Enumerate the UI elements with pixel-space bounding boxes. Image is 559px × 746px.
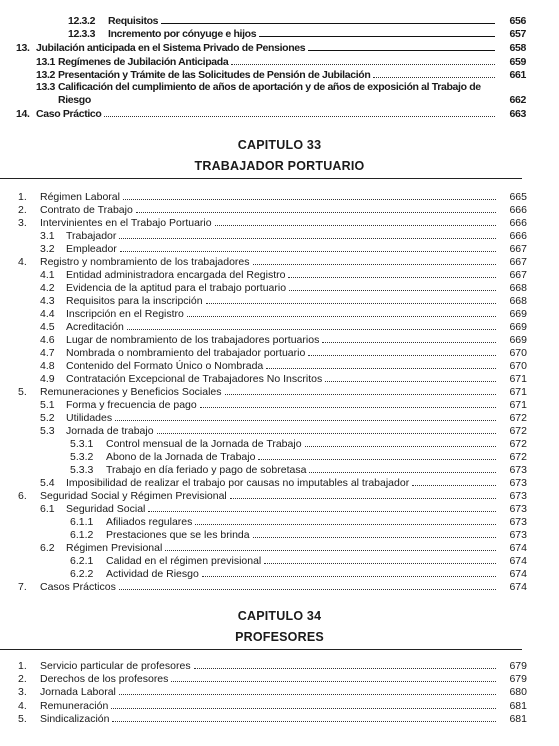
- dot-leader: [119, 229, 496, 239]
- toc-entry-title: Remuneración: [40, 699, 109, 712]
- dot-leader: [308, 41, 495, 51]
- toc-entry-page: 669: [509, 334, 527, 346]
- toc-entry-number: 6.2.1: [70, 555, 94, 567]
- toc-entry-page: 666: [509, 204, 527, 216]
- toc-entry-title: Imposibilidad de realizar el trabajo por causas no imputables al trabajador: [66, 477, 410, 489]
- toc-entry-page: 671: [509, 399, 527, 411]
- toc-entry: [70, 528, 527, 542]
- dot-leader: [194, 659, 496, 669]
- dot-leader: [157, 424, 496, 434]
- toc-entry-number: 5.: [18, 386, 27, 398]
- toc-entry-number: 13.3: [36, 81, 56, 93]
- toc-entry-page: 665: [509, 191, 527, 203]
- toc-entry-page: 671: [509, 373, 527, 385]
- toc-entry-number: 6.2: [40, 542, 55, 554]
- toc-entry-number: 2.: [18, 204, 27, 216]
- toc-entry-title: Prestaciones que se les brinda: [106, 529, 250, 541]
- dot-leader: [119, 580, 496, 590]
- toc-entry-page: 661: [509, 69, 526, 81]
- toc-entry-title: Remuneraciones y Beneficios Sociales: [40, 386, 222, 398]
- toc-entry-number: 6.2.2: [70, 568, 94, 580]
- toc-entry: [18, 712, 527, 726]
- dot-leader: [120, 242, 496, 252]
- toc-entry-number: 5.2: [40, 412, 55, 424]
- dot-leader: [127, 320, 496, 330]
- toc-entry-number: 4.: [18, 699, 27, 712]
- toc-entry: [40, 281, 527, 295]
- dot-leader: [136, 203, 496, 213]
- toc-entry-title: Contrato de Trabajo: [40, 204, 133, 216]
- dot-leader: [111, 699, 496, 709]
- dot-leader: [115, 411, 496, 421]
- toc-entry: [18, 190, 527, 204]
- toc-entry-page: 673: [509, 516, 527, 528]
- toc-entry-page: 658: [509, 42, 526, 54]
- toc-entry-title: Lugar de nombramiento de los trabajadores portuarios: [66, 334, 320, 346]
- chapter-label: CAPITULO 34: [237, 609, 322, 623]
- dot-leader: [289, 281, 496, 291]
- toc-entry: [40, 346, 527, 360]
- toc-entry-number: 1.: [18, 191, 27, 203]
- toc-entry-number: 13.2: [36, 69, 56, 81]
- toc-entry-number: 3.2: [40, 243, 55, 255]
- toc-entry-number: 4.9: [40, 373, 55, 385]
- toc-entry-page: 668: [509, 282, 527, 294]
- dot-leader: [119, 685, 496, 695]
- dot-leader: [288, 268, 496, 278]
- toc-entry: [40, 320, 527, 334]
- toc-entry-title: Incremento por cónyuge e hijos: [108, 28, 257, 40]
- toc-entry: [40, 372, 527, 386]
- dot-leader: [165, 541, 496, 551]
- toc-entry-title: Utilidades: [66, 412, 113, 424]
- toc-entry-page: 669: [509, 321, 527, 333]
- toc-entry-page: 674: [509, 555, 527, 567]
- toc-entry-page: 679: [509, 673, 527, 686]
- toc-entry: [40, 242, 527, 256]
- toc-entry-number: 14.: [16, 108, 30, 120]
- toc-entry-continuation: [58, 94, 526, 107]
- toc-entry-number: 5.3.2: [70, 451, 94, 463]
- toc-entry-page: 681: [509, 699, 527, 712]
- toc-entry-page: 656: [509, 15, 526, 27]
- toc-entry-title: Registro y nombramiento de los trabajadores: [40, 256, 250, 268]
- toc-entry-title: Seguridad Social: [66, 503, 146, 515]
- toc-entry-page: 674: [509, 542, 527, 554]
- toc-entry-page: 666: [509, 217, 527, 229]
- toc-entry-number: 3.: [18, 686, 27, 699]
- toc-entry-title: Inscripción en el Registro: [66, 308, 184, 320]
- toc-entry: [70, 567, 527, 581]
- toc-entry-title: Actividad de Riesgo: [106, 568, 199, 580]
- toc-entry-number: 2.: [18, 673, 27, 686]
- toc-entry-title: Contenido del Formato Único o Nombrada: [66, 360, 264, 372]
- dot-leader: [253, 528, 496, 538]
- toc-entry-page: 673: [509, 477, 527, 489]
- toc-entry: [18, 672, 527, 686]
- toc-entry-number: 4.4: [40, 308, 55, 320]
- toc-entry-title: Control mensual de la Jornada de Trabajo: [106, 438, 302, 450]
- toc-entry-number: 5.1: [40, 399, 55, 411]
- toc-entry: [40, 294, 527, 308]
- toc-entry-title: Afiliados regulares: [106, 516, 193, 528]
- toc-entry-page: 673: [509, 464, 527, 476]
- toc-entry-number: 5.3.3: [70, 464, 94, 476]
- toc-entry-number: 6.1: [40, 503, 55, 515]
- dot-leader: [215, 216, 496, 226]
- toc-entry-page: 662: [509, 94, 526, 106]
- toc-entry: [36, 68, 526, 82]
- toc-entry-title: Riesgo: [58, 94, 91, 106]
- toc-entry-page: 659: [509, 56, 526, 68]
- toc-entry-title: Casos Prácticos: [40, 581, 116, 593]
- dot-leader: [171, 672, 496, 682]
- toc-entry-number: 13.1: [36, 56, 56, 68]
- toc-entry-title: Intervinientes en el Trabajo Portuario: [40, 217, 212, 229]
- toc-entry: [18, 699, 527, 713]
- toc-entry: [18, 489, 527, 503]
- toc-entry-title: Régimen Laboral: [40, 191, 120, 203]
- toc-entry-title: Nombrada o nombramiento del trabajador portuario: [66, 347, 306, 359]
- toc-entry-number: 6.1.2: [70, 529, 94, 541]
- dot-leader: [206, 294, 496, 304]
- toc-entry: [40, 229, 527, 243]
- toc-entry: [40, 476, 527, 490]
- toc-entry-number: 4.7: [40, 347, 55, 359]
- dot-leader: [309, 463, 496, 473]
- toc-entry-title: Seguridad Social y Régimen Previsional: [40, 490, 227, 502]
- toc-entry-page: 667: [509, 243, 527, 255]
- dot-leader: [305, 437, 496, 447]
- toc-entry-page: 668: [509, 295, 527, 307]
- toc-entry-page: 667: [509, 256, 527, 268]
- toc-entry-title: Empleador: [66, 243, 117, 255]
- toc-entry-title: Requisitos: [108, 15, 159, 27]
- dot-leader: [148, 502, 496, 512]
- toc-entry-title: Presentación y Trámite de las Solicitudes de Pensión de Jubilación: [58, 69, 371, 81]
- toc-entry-page: 673: [509, 490, 527, 502]
- toc-entry-number: 3.: [18, 217, 27, 229]
- toc-entry: [36, 55, 526, 69]
- toc-entry-page: 674: [509, 581, 527, 593]
- toc-entry-title: Caso Práctico: [36, 108, 102, 120]
- toc-entry-number: 12.3.3: [68, 28, 96, 40]
- toc-entry-number: 6.1.1: [70, 516, 94, 528]
- toc-entry-title: Calidad en el régimen previsional: [106, 555, 262, 567]
- toc-entry-page: 663: [509, 108, 526, 120]
- toc-entry: [70, 450, 527, 464]
- toc-entry: [70, 437, 527, 451]
- toc-entry-page: 670: [509, 360, 527, 372]
- dot-leader: [112, 712, 496, 722]
- toc-entry-number: 4.3: [40, 295, 55, 307]
- toc-entry-number: 5.3: [40, 425, 55, 437]
- toc-entry-title: Evidencia de la aptitud para el trabajo portuario: [66, 282, 287, 294]
- dot-leader: [266, 359, 496, 369]
- toc-entry-page: 672: [509, 425, 527, 437]
- toc-entry: [40, 502, 527, 516]
- chapter-title: PROFESORES: [235, 630, 324, 644]
- toc-entry: [18, 216, 527, 230]
- toc-entry-title: Abono de la Jornada de Trabajo: [106, 451, 256, 463]
- toc-entry: [16, 41, 526, 55]
- toc-entry: [40, 268, 527, 282]
- toc-entry: [40, 333, 527, 347]
- toc-entry: [40, 424, 527, 438]
- toc-entry: [18, 385, 527, 399]
- toc-entry-title: Requisitos para la inscripción: [66, 295, 203, 307]
- toc-entry: [70, 463, 527, 477]
- toc-entry: [70, 515, 527, 529]
- toc-entry-page: 671: [509, 386, 527, 398]
- toc-entry-number: 4.: [18, 256, 27, 268]
- toc-entry-page: 674: [509, 568, 527, 580]
- toc-entry-number: 4.8: [40, 360, 55, 372]
- chapter-title: TRABAJADOR PORTUARIO: [194, 159, 365, 173]
- toc-entry: [70, 554, 527, 568]
- toc-entry-page: 672: [509, 451, 527, 463]
- toc-entry-title: Jornada de trabajo: [66, 425, 154, 437]
- toc-entry-number: 4.6: [40, 334, 55, 346]
- toc-entry-page: 669: [509, 308, 527, 320]
- toc-entry-number: 6.: [18, 490, 27, 502]
- toc-entry-number: 13.: [16, 42, 30, 54]
- toc-entry-page: 670: [509, 347, 527, 359]
- toc-entry-page: 681: [509, 712, 527, 725]
- dot-leader: [308, 346, 496, 356]
- toc-entry: [18, 659, 527, 673]
- dot-leader: [264, 554, 496, 564]
- toc-entry-title: Entidad administradora encargada del Registro: [66, 269, 286, 281]
- toc-entry: [68, 27, 526, 41]
- toc-entry-title: Calificación del cumplimiento de años de aportación y de años de exposición al Trabajo de: [58, 81, 481, 93]
- toc-entry-title: Régimen Previsional: [66, 542, 163, 554]
- toc-entry-page: 657: [509, 28, 526, 40]
- toc-entry: [40, 398, 527, 412]
- toc-entry-number: 12.3.2: [68, 15, 96, 27]
- toc-entry: [18, 685, 527, 699]
- toc-entry-number: 7.: [18, 581, 27, 593]
- toc-entry: [40, 411, 527, 425]
- toc-entry-title: Servicio particular de profesores: [40, 660, 191, 672]
- toc-entry-title: Sindicalización: [40, 712, 110, 725]
- dot-leader: [322, 333, 496, 343]
- toc-entry-page: 667: [509, 269, 527, 281]
- toc-entry: [16, 107, 526, 121]
- dot-leader: [373, 68, 495, 78]
- toc-entry-page: 679: [509, 660, 527, 672]
- toc-entry: [40, 307, 527, 321]
- toc-entry: [18, 580, 527, 594]
- toc-entry: [40, 541, 527, 555]
- toc-entry-title: Jornada Laboral: [40, 686, 116, 699]
- toc-entry: [18, 255, 527, 269]
- dot-leader: [325, 372, 496, 382]
- toc-entry: [36, 81, 526, 94]
- dot-leader: [231, 55, 495, 65]
- dot-leader: [200, 398, 496, 408]
- toc-entry-title: Regímenes de Jubilación Anticipada: [58, 56, 229, 68]
- chapter-label: CAPITULO 33: [237, 138, 322, 152]
- toc-entry-number: 1.: [18, 660, 27, 672]
- dot-leader: [258, 450, 496, 460]
- toc-entry-number: 5.4: [40, 477, 55, 489]
- toc-entry: [40, 359, 527, 373]
- toc-entry: [18, 203, 527, 217]
- toc-entry-title: Trabajo en día feriado y pago de sobretasa: [106, 464, 307, 476]
- toc-entry-title: Jubilación anticipada en el Sistema Privado de Pensiones: [36, 42, 306, 54]
- dot-leader: [123, 190, 496, 200]
- dot-leader: [253, 255, 496, 265]
- toc-entry-title: Forma y frecuencia de pago: [66, 399, 197, 411]
- toc-entry-page: 666: [509, 230, 527, 242]
- toc-entry-number: 4.2: [40, 282, 55, 294]
- toc-entry-page: 672: [509, 438, 527, 450]
- dot-leader: [104, 107, 495, 117]
- toc-entry-number: 5.: [18, 712, 27, 725]
- toc-entry-title: Acreditación: [66, 321, 124, 333]
- chapter-divider: [0, 178, 522, 179]
- toc-entry-page: 673: [509, 503, 527, 515]
- toc-entry-number: 4.1: [40, 269, 55, 281]
- dot-leader: [195, 515, 496, 525]
- dot-leader: [412, 476, 496, 486]
- toc-entry-title: Trabajador: [66, 230, 117, 242]
- toc-entry: [68, 14, 526, 28]
- dot-leader: [230, 489, 496, 499]
- dot-leader: [202, 567, 496, 577]
- toc-entry-page: 672: [509, 412, 527, 424]
- toc-entry-page: 680: [509, 686, 527, 699]
- toc-entry-title: Contratación Excepcional de Trabajadores No Inscritos: [66, 373, 323, 385]
- dot-leader: [161, 14, 495, 24]
- dot-leader: [225, 385, 496, 395]
- dot-leader: [259, 27, 495, 37]
- toc-entry-number: 3.1: [40, 230, 55, 242]
- toc-entry-number: 5.3.1: [70, 438, 94, 450]
- dot-leader: [187, 307, 496, 317]
- toc-entry-number: 4.5: [40, 321, 55, 333]
- toc-entry-title: Derechos de los profesores: [40, 673, 169, 686]
- toc-entry-page: 673: [509, 529, 527, 541]
- chapter-divider: [0, 649, 522, 650]
